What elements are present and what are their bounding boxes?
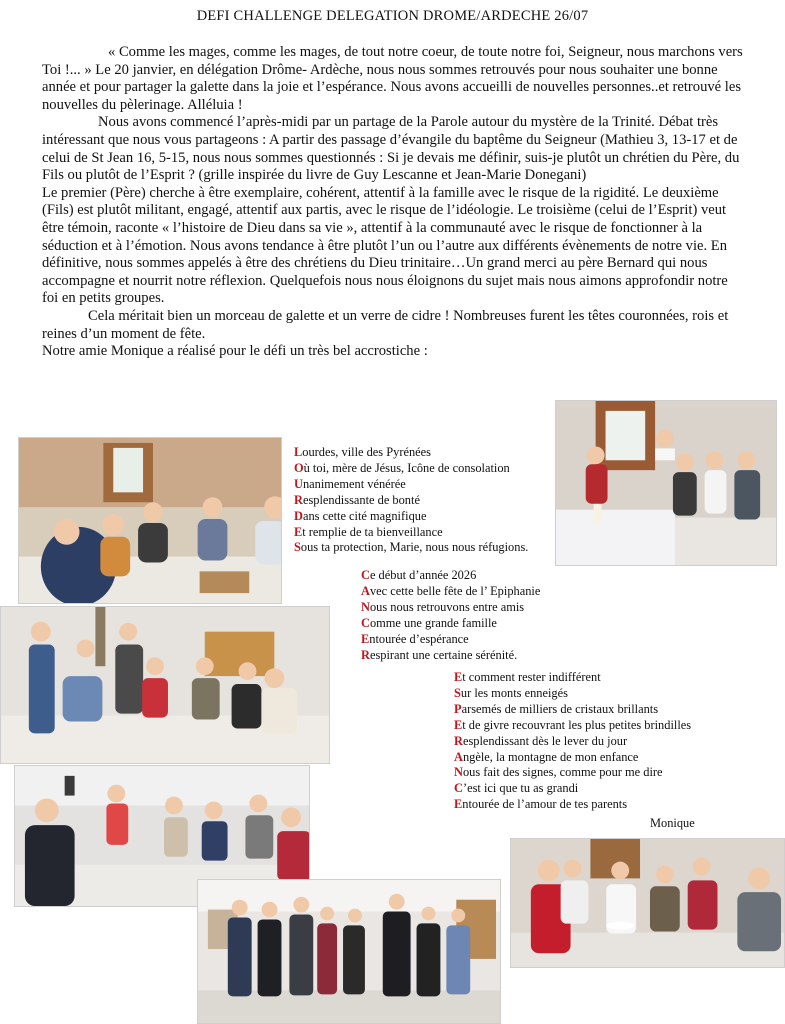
acrostic-line: Sur les monts enneigés: [454, 685, 568, 700]
acrostic-line: Resplendissant dès le lever du jour: [454, 733, 628, 748]
page-title: DEFI CHALLENGE DELEGATION DROME/ARDECHE 26/07: [196, 8, 589, 24]
acrostic-line: Nous nous retrouvons entre amis: [361, 599, 525, 614]
acrostic-line: Angèle, la montagne de mon enfance: [454, 749, 639, 764]
paragraph-intro: « Comme les mages, comme les mages, de tout notre coeur, de toute notre foi, Seigneur, nous marchons vers Toi !... » Le 20 janvier, en délégation Drôme- Ardèche, nous nous sommes retrouvés pour nous souhaiter une bonne année et pour partager la galette dans la joie et l’espérance. Nous avons accueilli de nouvelles personnes..et retrouvé les nouvelles du pèlerinage. Alléluia !: [42, 44, 743, 113]
group-photo-standing: [197, 879, 501, 1024]
group-photo-prayer-candle: [555, 400, 777, 566]
acrostic-cancer: [361, 568, 540, 663]
acrostic-line: Lourdes, ville des Pyrénées: [294, 445, 431, 459]
acrostic-line: Sous ta protection, Marie, nous nous réfugions.: [294, 540, 529, 555]
paragraph-types: Le premier (Père) cherche à être exemplaire, cohérent, attentif à la famille avec le risque de la rigidité. Le deuxième (Fils) est plutôt militant, engagé, attentif aux partis, avec le risque de l’idéologie. Le troisième (celui de l’Esprit) veut être témoin, raconte « l’histoire de Dieu dans sa vie », attentif à la communauté avec le risque de fonctionner à la séduction et à l’émotion. Nous avons tendance à être plutôt l’un ou l’autre aux différents évènements de notre vie. En définitive, nous sommes appelés à être des chrétiens du Dieu trinitaire…Un grand merci au père Bernard qui nous accompagne et nourrit notre réflexion. Quelquefois nous nous éloignons du sujet mais nous aimons approfondir notre foi en petits groupes.: [42, 184, 728, 307]
acrostic-line: Respirant une certaine sérénité.: [361, 647, 518, 662]
acrostic-line: Entourée d’espérance: [361, 631, 469, 646]
article-body: [42, 44, 747, 361]
acrostic-line: Ce début d’année 2026: [361, 568, 477, 582]
paragraph-trinity: Nous avons commencé l’après-midi par un partage de la Parole autour du mystère de la Trinité. Débat très intéressant que nous vous partageons : A partir des passage d’évangile du baptême du Seigneur (Mathieu 3, 13-17 et de celui de St Jean 16, 5-15, nous nous sommes questionnés : Si je devais me définir, suis-je plutôt un chrétien du Père, du Fils ou plutôt de l’Esprit ? (grille inspirée du livre de Guy Lescanne et Jean-Marie Donegani): [42, 114, 740, 184]
group-photo-table: [510, 838, 785, 968]
acrostic-line: Et comment rester indifférent: [454, 670, 601, 684]
acrostic-lourdes: [294, 445, 528, 556]
acrostic-line: Où toi, mère de Jésus, Icône de consolation: [294, 460, 510, 475]
acrostic-line: C’est ici que tu as grandi: [454, 781, 579, 796]
acrostic-line: Resplendissante de bonté: [294, 492, 420, 507]
paragraph-galette: Cela méritait bien un morceau de galette et un verre de cidre ! Nombreuses furent les têtes couronnées, rois et reines d’un moment de fête.: [42, 307, 729, 342]
acrostic-line: Et remplie de ta bienveillance: [294, 524, 443, 539]
acrostic-line: Comme une grande famille: [361, 615, 497, 630]
group-photo-seated-circle: [18, 437, 282, 604]
signature: Monique: [650, 816, 695, 830]
group-photo-hall: [0, 606, 330, 764]
acrostic-line: Dans cette cité magnifique: [294, 508, 427, 523]
acrostic-line: Et de givre recouvrant les plus petites brindilles: [454, 717, 692, 732]
acrostic-line: Parsemés de milliers de cristaux brillants: [454, 701, 659, 716]
acrostic-line: Nous fait des signes, comme pour me dire: [454, 765, 663, 780]
acrostic-esperance: [454, 670, 691, 813]
acrostic-line: Avec cette belle fête de l’ Epiphanie: [361, 583, 541, 598]
acrostic-line: Entourée de l’amour de tes parents: [454, 797, 628, 812]
paragraph-acrostic-intro: Notre amie Monique a réalisé pour le défi un très bel accrostiche :: [42, 343, 428, 360]
acrostic-line: Unanimement vénérée: [294, 476, 406, 491]
